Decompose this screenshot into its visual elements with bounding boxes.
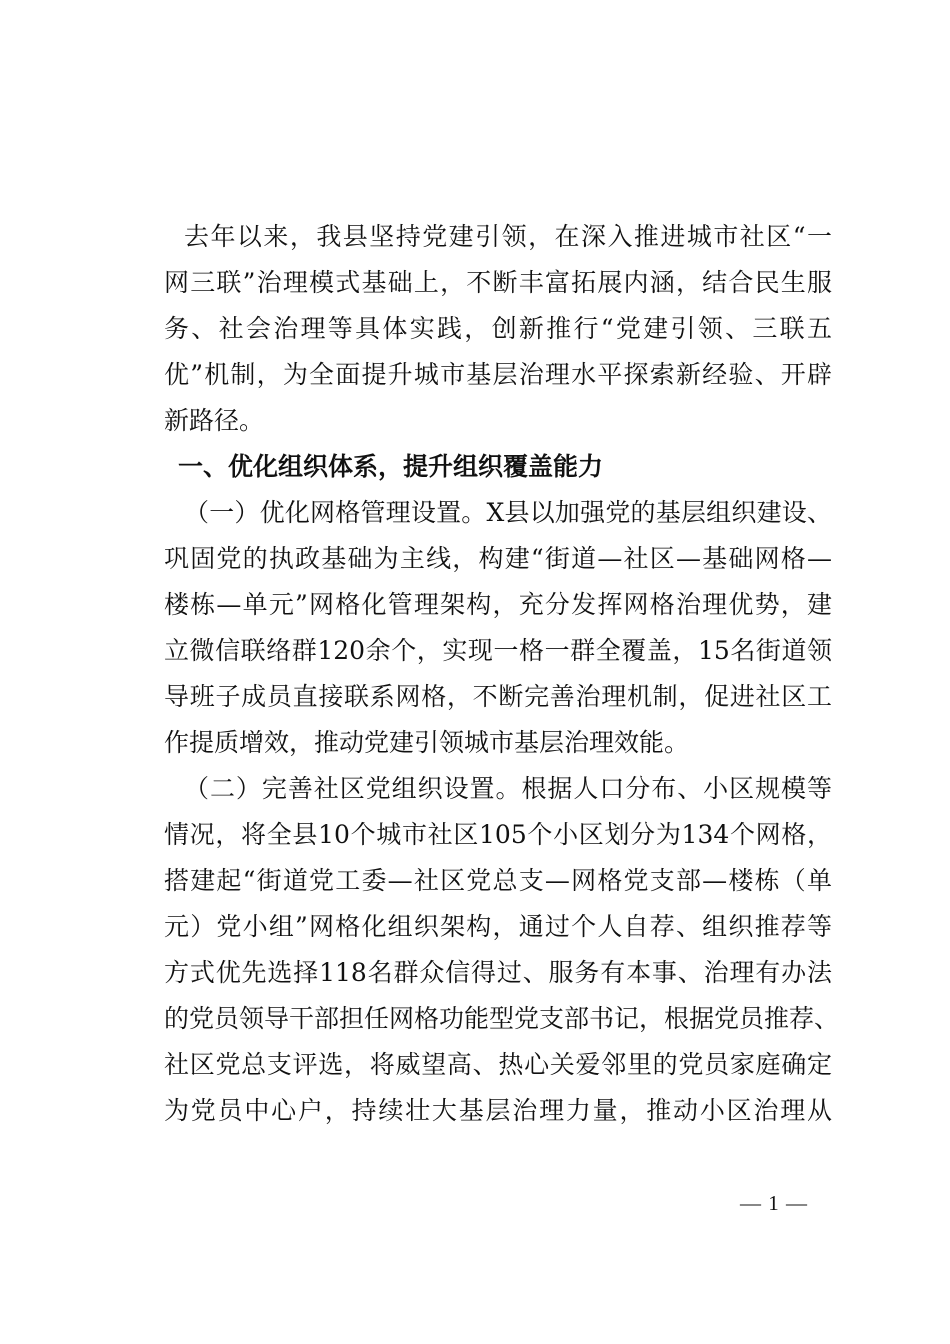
document-body [164,214,840,1134]
intro-line-2: 网三联”治理模式基础上，不断丰富拓展内涵，结合民生服 [164,268,832,297]
para2-line-8: 为党员中心户，持续壮大基层治理力量，推动小区治理从 [164,1096,832,1125]
page-number: — 1 — [740,1191,808,1215]
para1-line-5: 导班子成员直接联系网格，不断完善治理机制，促进社区工 [164,682,832,711]
section-heading: 一、优化组织体系，提升组织覆盖能力 [178,452,604,481]
intro-line-3: 务、社会治理等具体实践，创新推行“党建引领、三联五 [164,314,832,343]
para2-line-5: 方式优先选择118名群众信得过、服务有本事、治理有办法 [164,958,832,987]
para2-line-7: 社区党总支评选，将威望高、热心关爱邻里的党员家庭确定 [164,1050,832,1079]
paragraph-party-organization [164,766,840,1134]
intro-line-4: 优”机制，为全面提升城市基层治理水平探索新经验、开辟 [164,360,832,389]
paragraph-grid-management [164,490,832,766]
para2-line-4: 元）党小组”网格化组织架构，通过个人自荐、组织推荐等 [164,912,832,941]
intro-line-1: 去年以来，我县坚持党建引领，在深入推进城市社区“一 [184,222,832,251]
para1-line-3: 楼栋—单元”网格化管理架构，充分发挥网格治理优势，建 [164,590,832,619]
para2-line-2: 情况，将全县10个城市社区105个小区划分为134个网格， [164,820,832,849]
para2-line-1: （二）完善社区党组织设置。根据人口分布、小区规模等 [184,774,832,803]
para1-line-1: （一）优化网格管理设置。X县以加强党的基层组织建设、 [184,498,832,527]
para1-line-2: 巩固党的执政基础为主线，构建“街道—社区—基础网格— [164,544,832,573]
para2-line-3: 搭建起“街道党工委—社区党总支—网格党支部—楼栋（单 [164,866,832,895]
para1-line-6: 作提质增效，推动党建引领城市基层治理效能。 [164,728,690,757]
para2-line-6: 的党员领导干部担任网格功能型党支部书记，根据党员推荐、 [164,1004,840,1033]
intro-line-5: 新路径。 [164,406,265,435]
para1-line-4: 立微信联络群120余个，实现一格一群全覆盖，15名街道领 [164,636,832,665]
intro-paragraph [164,214,832,444]
